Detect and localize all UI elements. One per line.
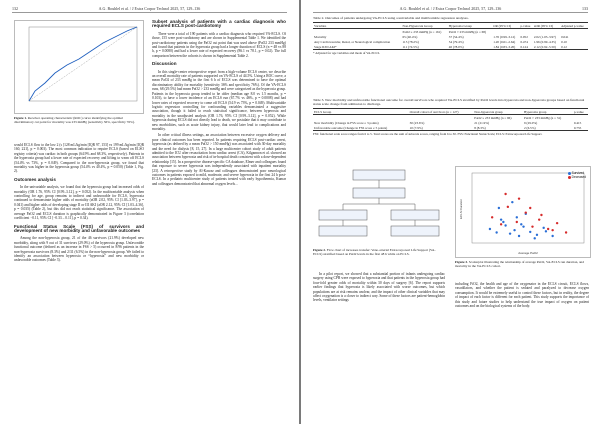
table-2-caption: Table 2. Outcomes of patients undergoing VA-ECLS using a univariable and multivariable regression analyses.: [313, 16, 469, 20]
scatter-point-survived: [504, 224, 506, 226]
scatter-point-survived: [534, 237, 536, 239]
scatter-point-survived: [489, 228, 491, 230]
scatter-point-deceased: [529, 207, 531, 209]
running-header: A.G. Bouhlel et al. / J Extra Corpor Technol 2025, 57, 129–136: [98, 6, 201, 11]
scatter-point-deceased: [547, 228, 549, 230]
right-column: [455, 282, 589, 416]
scatter-point-survived: [500, 218, 502, 220]
page-number: 133: [582, 6, 588, 11]
scatter-point-survived: [511, 201, 513, 203]
scatter-point-survived: [520, 223, 522, 225]
section-heading: Functional Status Scale (FSS) of survivors and development of new morbidity and unfavorable outcomes: [14, 223, 144, 233]
table-row: Any Cardiovascular, Renal, or Neurological complication 115 (78.2%) 54 (79.4%) 1.20 (0.61–2.64) 0.474 1.96 (0.99–4.35) 0.10: [314, 39, 567, 44]
flow-chart-figure: [313, 166, 445, 244]
flow-box: [319, 226, 367, 236]
scatter-point-survived: [509, 232, 511, 234]
scatter-point-deceased: [551, 229, 553, 231]
left-column: [14, 143, 144, 415]
scatter-point-deceased: [500, 223, 502, 225]
flow-box: [353, 170, 405, 180]
right-page-header: [313, 6, 588, 13]
chart-legend: [568, 171, 586, 179]
paragraph: In this single-center retrospective report from a high-volume ECLS center, we describe an overall mortality rate of patients supported on VA-ECLS of 44.5%. Using a ROC curve, a mean PaO2 of 233 mmHg in the first 6 h of ECLS was determined to have the optimal discriminatory ability for mortality (sensitivity 36% and specificity 76%). Of the VA-ECLS runs, 68 (29.5%) had mean PaO2 > 233 mmHg and were categorized as the hyperoxia group. Patients in the hyperoxia group tended to be older (median age 8.0 vs 1.5 months, p = 0.103), to have a lower incidence of an ECLS run (67.7% vs 46%, p = 0.0008) and had lower rates of expected recovery to come off ECLS (54.9 vs 73%, p = 0.049). Multivariable logistic regression controlling for confounding variables demonstrated a suggestive association, though it failed to reach statistical significance, between hyperoxia and mortality in the unadjusted analysis (OR 1.76, 95% CI [0.99–3.12], p = 0.052). While hyperoxia during ECLS did not directly lead to death, we postulate that it may contribute to new morbidities, such as acute kidney injury, that would later lead to complications and mortality.: [152, 69, 286, 131]
figure-2-caption: Figure 2. Flow chart of increases transfer: Veno-arterial Extracorporeal Life Support (VA-ECLS) stratified based on PaO2 levels in the first 48 h while on ECLS.: [313, 248, 436, 256]
scatter-point-survived: [518, 235, 520, 237]
morbidity-table: ECLS Group Overall cohort of survivors (n = 127) Non-hyperoxia group Hyperoxia group p-value PaO2 ≤ 233 mmHg (n = 96) PaO2 > 233 mmHg (n = 31) New morbidity (Change in FSS score ≥ 3 points) 30 (23.6%) 21 (21.9%) 9 (29.0%) 0.415 Unfavorable outcome (Change in FSS score ≥ 5 points) 10 (7.9%) 8 (8.3%) 2 (6.5%) 0.755: [313, 108, 588, 131]
table-header-cell: Adjusted p-value: [561, 23, 584, 28]
table-row: PaO2 ≤ 233 mmHg (n = 96) PaO2 > 233 mmHg (n = 31): [474, 115, 562, 120]
left-column: [313, 272, 445, 416]
paragraph: In the univariable analysis, we found that the hyperoxia group had increased odds of mortality (OR 1.76, 95% CI [0.99–3.12], p = 0.052). In the multivariable analysis when controlling for age, group remains to indirect and unfavorable for ECLS, hyperoxia continued to demonstrate higher odds of mortality (aOR 2.02, 95% CI [1.03–3.97], p = 0.041) and higher odds of developing stage II or III AKI (aOR 2.12, 95% CI [1.03–4.36], p = 0.035) (Table 2), but this did not reach statistical significance. The association of average PaO2 and ECLS duration is graphically demonstrated in Figure 3 (correlation coefficient −0.11, 95% CI [−0.33 – 0.11], p = 0.34).: [14, 185, 144, 221]
y-axis-label: ECLS Duration: [459, 198, 463, 220]
paragraph: Among the non-hyperoxia group, 21 of the 46 survivors (21.9%) developed new morbidity, along with 9 out of 31 survivors (29.0%) of the hyperoxia group. Unfavorable functional outcome (defined as an increase in FSS > 5) occurred in 8/96 patients in the non-hyperoxia survivors (8.3%) and 2/31 (6.5%) in the non-hyperoxia group. We failed to identify an association between hyperoxia or “hyperoxia” and new morbidity or unfavorable outcomes (Table 3).: [14, 236, 144, 263]
legend-item: Deceased: [568, 175, 586, 179]
table-3-note: FSS: functional scale score ranges from 6 to 5. Total scores are the sum of subscale scores, ranging from 6 to 30. FSS: Functional Status Scale; ECLS: Extracorporeal Life Support.: [313, 132, 543, 137]
table-header-cell: p-value: [520, 23, 531, 28]
table-3: [313, 98, 588, 136]
section-heading: Subset analysis of patients with a cardiac diagnosis who required ECLS post-cardiotomy: [152, 19, 286, 29]
roc-curve-chart: [15, 21, 143, 113]
table-row: PaO2 ≤ 233 mmHg (n = 161) PaO2 > 233 mmHg (n = 68): [402, 29, 487, 34]
deceased-marker-icon: [568, 176, 571, 179]
scatter-point-deceased: [491, 216, 493, 218]
left-page: [0, 0, 299, 424]
scatter-point-survived: [542, 227, 544, 229]
table-header-cell: aOR (95% CI): [533, 23, 554, 28]
scatter-point-deceased: [565, 231, 567, 233]
outcomes-table: [313, 22, 588, 50]
paragraph: would ECLS flow to the low 2 (s [128 mL/kg/min [IQR 97, 153] vs 199 mL/kg/min [IQR 160, 221], p = 0.003). The most common indication to require ECLS (based on ELSO registry criteria) was cardiac in both groups (64.9% and 68.3%, respectively). Patients in the hyperoxia group had a lower rate of expected recovery and lifting to wean off ECLS (54.4% vs 73%, p = 0.049). Compared to the non-hyperoxia group, we found that mortality was higher in the hyperoxia group (54.4% vs 40.4%, p = 0.050) (Table 1, Fig. 2).: [14, 143, 144, 174]
flow-box: [319, 210, 367, 220]
right-page: [301, 0, 600, 424]
table-2: [313, 16, 588, 55]
scatter-point-survived: [516, 216, 518, 218]
scatter-point-deceased: [525, 211, 527, 213]
flow-chart: [313, 166, 445, 244]
scatter-point-deceased: [516, 221, 518, 223]
figure-3-caption: Figure 3. Scatterplot illustrating the relationship of average PaO2, VA-ECLS run duration, and mortality in the VA-ECLS cohort.: [455, 260, 584, 268]
scatter-point-survived: [522, 225, 524, 227]
paragraph: There were a total of 190 patients with a cardiac diagnosis who required VA-ECLS. Of those, 155 were post-cardiotomy and are shown in Supplemental Table 1. We identified the post-cardiotomy patients using the PaO2 cut point that was used above (PaO2 233 mmHg) and found that patients in the hyperoxia group had a longer duration of ECLS (n = 48 vs 88 h, p = 0.0080) and had a lower rate of expected recovery (86.1 vs 78.1, p = 0.02). The full comparison between the cohorts is shown in Supplemental Table 2.: [152, 31, 286, 58]
table-row: New morbidity (Change in FSS score ≥ 3 points) 30 (23.6%) 21 (21.9%) 9 (29.0%) 0.415: [314, 120, 582, 125]
table-row: Unfavorable outcome (Change in FSS score ≥ 5 points) 10 (7.9%) 8 (8.3%) 2 (6.5%) 0.755: [313, 125, 588, 131]
scatter-point-survived: [498, 207, 500, 209]
table-row: Mortality 65 (40.4%) 37 (54.4%) 1.76 (0.99–3.12) 0.052 2.02 (1.03–3.97) 0.041: [314, 34, 569, 39]
paragraph: including FiO2, the health and age of the oxygenator in the ECLS circuit, ECLS flows, vasodilators, and whether the patient is sedated and paralyzed to decrease oxygen consumption. It would be extremely useful to control these factors, but in reality, the degree of impact of each factor is different for each patient. This study supports the importance of this study and future studies to help understand the true impact of oxygen on patient outcomes and on the biological systems of the body.: [455, 282, 589, 309]
table-header-cell: Non-Hyperoxia Group: [402, 23, 433, 28]
scatter-point-deceased: [538, 218, 540, 220]
scatter-figure: [455, 166, 591, 258]
scatter-point-survived: [529, 231, 531, 233]
scatter-chart: [456, 167, 590, 257]
scatter-point-deceased: [540, 214, 542, 216]
flow-box: [353, 188, 405, 198]
scatter-point-survived: [513, 229, 515, 231]
paragraph: In other critical illness settings, an association between excessive oxygen delivery and poor clinical outcomes has been reported. In patients requiring ECLS post-cardiac arrest, hyperoxia (as defined by a mean PaO2 > 150 mmHg) was associated with 30-day mortality and the need for dialysis [8, 15, 27]. In a large multicenter cohort study of adult patients admitted to the ICU after resuscitation from cardiac arrest (CA), Kilgannon et al. showed an association between hyperoxia and risk of in-hospital death consistent with a dose-dependent relationship [15]. In a prospective disease-specific CA database, Elmer and colleagues found that exposure to severe hyperoxia was independently associated with inpatient mortality [23]. A retrospective study by Al-Kawaz and colleagues demonstrated poor neurological outcomes in patients exposed to mild, moderate, and severe hyperoxia in the first 24 h post-ECLS. In a pediatric multicenter study of patients treated with early hypothermia, Kumar and colleagues demonstrated that abnormal oxygen levels...: [152, 133, 286, 186]
scatter-point-deceased: [507, 206, 509, 208]
right-column: [152, 20, 286, 416]
flow-box: [391, 226, 439, 236]
scatter-point-deceased: [518, 197, 520, 199]
table-3-caption: Table 3. New morbidity and unfavorable functional outcome for overall survivors who required VA-ECLS stratified by PaO2 levels into hyperoxia and non-hyperoxia groups based on functional status scale change from admission to discharge.: [313, 98, 585, 107]
x-axis-label: Average PaO2: [518, 251, 538, 255]
legend-item: Survived: [568, 171, 586, 175]
scatter-point-survived: [536, 234, 538, 236]
table-row: Stage II/III AKI* 111 (74.5%) 40 (78.0%) 1.84 (0.83–3.20) 0.124 2.12 (0.92–5.50) 0.12: [313, 44, 588, 50]
flow-box: [391, 210, 439, 220]
running-header: A.G. Bouhlel et al. / J Extra Corpor Technol 2025, 57, 129–136: [399, 6, 502, 11]
scatter-point-deceased: [504, 193, 506, 195]
page-number: 132: [12, 6, 18, 11]
roc-figure: [14, 20, 144, 114]
scatter-point-survived: [502, 221, 504, 223]
section-heading: Discussion: [152, 61, 177, 67]
table-2-note: * Adjusted for age variables and mode of VA-ECLS.: [313, 51, 381, 56]
section-heading: Outcomes analysis: [14, 176, 56, 182]
figure-1-caption: Figure 1. Receiver operating characteristic (ROC) curve identifying the optimal discriminatory cut point for mortality was 233 mmHg (sensitivity 36%, specificity 76%).: [14, 116, 135, 124]
paragraph: In a pilot report, we showed that a substantial portion of infants undergoing cardiac surgery using CPB were exposed to hyperoxia and that patients in the hyperoxia group had four-fold greater odds of mortality within 30 days of surgery [6]. The report supports earlier findings that hyperoxia is likely associated with worse outcomes, but which populations are at risk remains unclear, and the impact of other clinical variables that may affect oxygenation is a closer to indirect way. Some of these factors are patient-hemoglobin levels, ventilator settings: [313, 272, 445, 303]
scatter-point-deceased: [531, 225, 533, 227]
scatter-point-survived: [495, 231, 497, 233]
left-page-header: [12, 6, 287, 13]
table-header-cell: OR (95% CI): [493, 23, 512, 28]
table-header-cell: Variables: [314, 23, 327, 28]
table-header-cell: Hyperoxia Group: [448, 23, 472, 28]
scatter-point-deceased: [556, 222, 558, 224]
scatter-point-survived: [551, 235, 553, 237]
scatter-point-survived: [545, 230, 547, 232]
